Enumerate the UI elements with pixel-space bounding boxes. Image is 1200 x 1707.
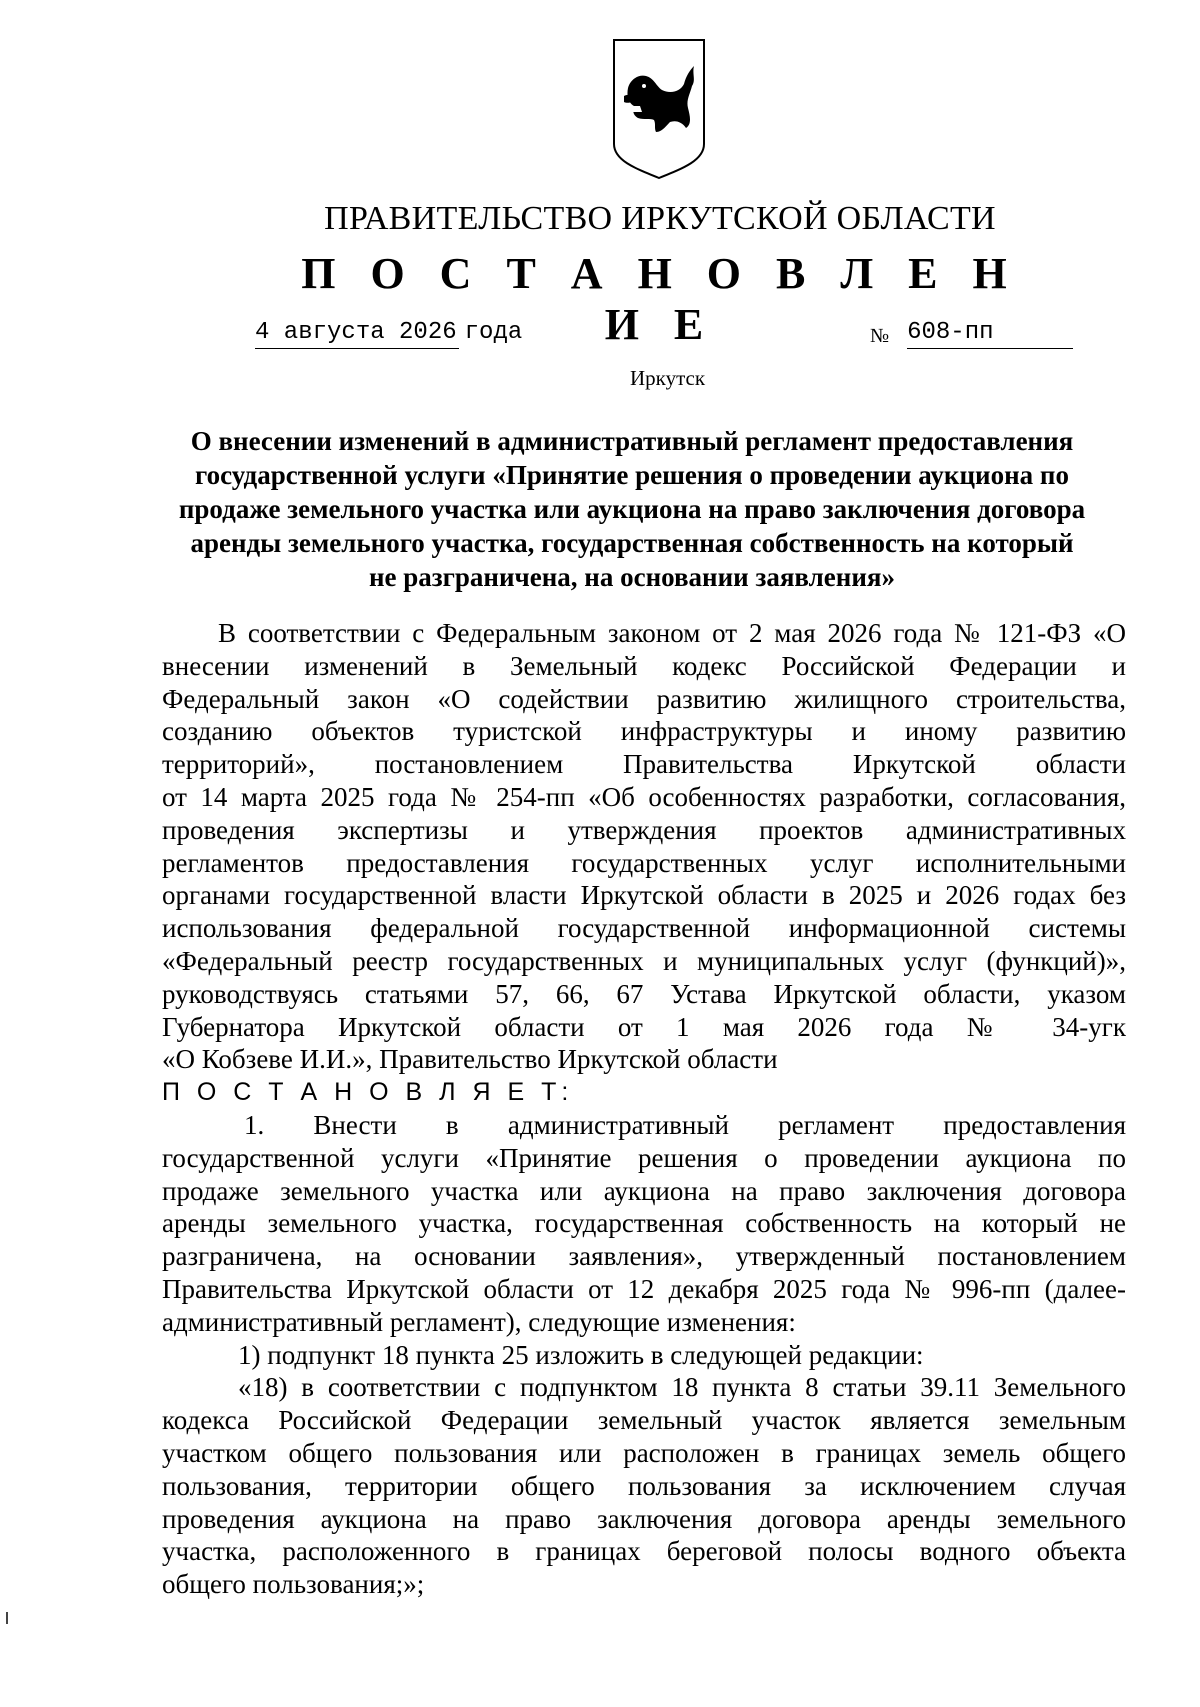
title-line: аренды земельного участка, государственная собственность на который <box>190 528 1074 558</box>
body-line: проведения аукциона на право заключения договора аренды земельного <box>162 1503 1126 1534</box>
body-line: продаже земельного участка или аукциона на право заключения договора <box>162 1175 1126 1206</box>
body-line: административный регламент), следующие изменения: <box>162 1306 796 1337</box>
body-line: «18) в соответствии с подпунктом 18 пункта 8 статьи 39.11 Земельного <box>238 1372 1126 1403</box>
coat-of-arms-icon <box>610 36 708 182</box>
document-type: П О С Т А Н О В Л Е Н И Е <box>301 249 1019 349</box>
body-line: государственной услуги «Принятие решения о проведении аукциона по <box>162 1142 1126 1173</box>
body-line: Правительства Иркутской области от 12 декабря 2025 года № 996-пп (далее- <box>162 1273 1126 1304</box>
body-line: 1) подпункт 18 пункта 25 изложить в следующей редакции: <box>238 1339 924 1370</box>
body-line: созданию объектов туристской инфраструктуры и иному развитию <box>162 716 1126 747</box>
document-title <box>152 424 1112 594</box>
body-line: использования федеральной государственной информационной системы <box>162 913 1126 944</box>
body-line: территорий», постановлением Правительства Иркутской области <box>162 749 1126 780</box>
number-value: 608-пп <box>907 319 1073 349</box>
body-line: от 14 марта 2025 года № 254-пп «Об особенностях разработки, согласования, <box>162 781 1126 812</box>
date-value: 4 августа 2026 <box>255 319 459 349</box>
body-line: разграничена, на основании заявления», утвержденный постановлением <box>162 1241 1126 1272</box>
body-line: пользования, территории общего пользования за исключением случая <box>162 1470 1126 1501</box>
body-line: участка, расположенного в границах береговой полосы водного объекта <box>162 1536 1126 1567</box>
body-line: внесении изменений в Земельный кодекс Российской Федерации и <box>162 650 1126 681</box>
body-line: 1. Внести в административный регламент предоставления <box>244 1109 1126 1140</box>
city: Иркутск <box>630 366 706 390</box>
body-line: проведения экспертизы и утверждения проектов административных <box>162 814 1126 845</box>
title-line: продаже земельного участка или аукциона на право заключения договора <box>178 494 1086 524</box>
body-line: аренды земельного участка, государственная собственность на который не <box>162 1208 1126 1239</box>
body-line: кодекса Российской Федерации земельный участок является земельным <box>162 1405 1126 1436</box>
resolves-heading: П О С Т А Н О В Л Я Е Т: <box>162 1078 574 1107</box>
margin-mark <box>6 1612 8 1624</box>
document-body <box>162 617 1126 1601</box>
body-line: органами государственной власти Иркутской области в 2025 и 2026 годах без <box>162 880 1126 911</box>
body-line: руководствуясь статьями 57, 66, 67 Устава Иркутской области, указом <box>162 978 1126 1009</box>
body-line: участком общего пользования или расположен в границах земель общего <box>162 1437 1126 1468</box>
body-line: «Федеральный реестр государственных и муниципальных услуг (функций)», <box>162 945 1126 976</box>
body-line: В соответствии с Федеральным законом от 2 мая 2026 года № 121-ФЗ «О <box>218 618 1126 648</box>
body-line: Федеральный закон «О содействии развитию жилищного строительства, <box>162 683 1126 714</box>
date-suffix: года <box>464 319 523 346</box>
body-line: регламентов предоставления государственных услуг исполнительными <box>162 847 1126 878</box>
title-line: не разграничена, на основании заявления» <box>368 562 896 592</box>
decree-date <box>255 318 522 349</box>
title-line: О внесении изменений в административный регламент предоставления <box>190 426 1074 456</box>
title-line: государственной услуги «Принятие решения о проведении аукциона по <box>195 460 1069 490</box>
body-line: «О Кобзеве И.И.», Правительство Иркутской области <box>162 1044 778 1075</box>
body-line: Губернатора Иркутской области от 1 мая 2026 года № 34-угк <box>162 1011 1126 1042</box>
body-line: общего пользования;»; <box>162 1569 425 1600</box>
government-name: ПРАВИТЕЛЬСТВО ИРКУТСКОЙ ОБЛАСТИ <box>324 200 996 237</box>
number-sign: № <box>870 325 890 347</box>
decree-number <box>870 318 1073 349</box>
